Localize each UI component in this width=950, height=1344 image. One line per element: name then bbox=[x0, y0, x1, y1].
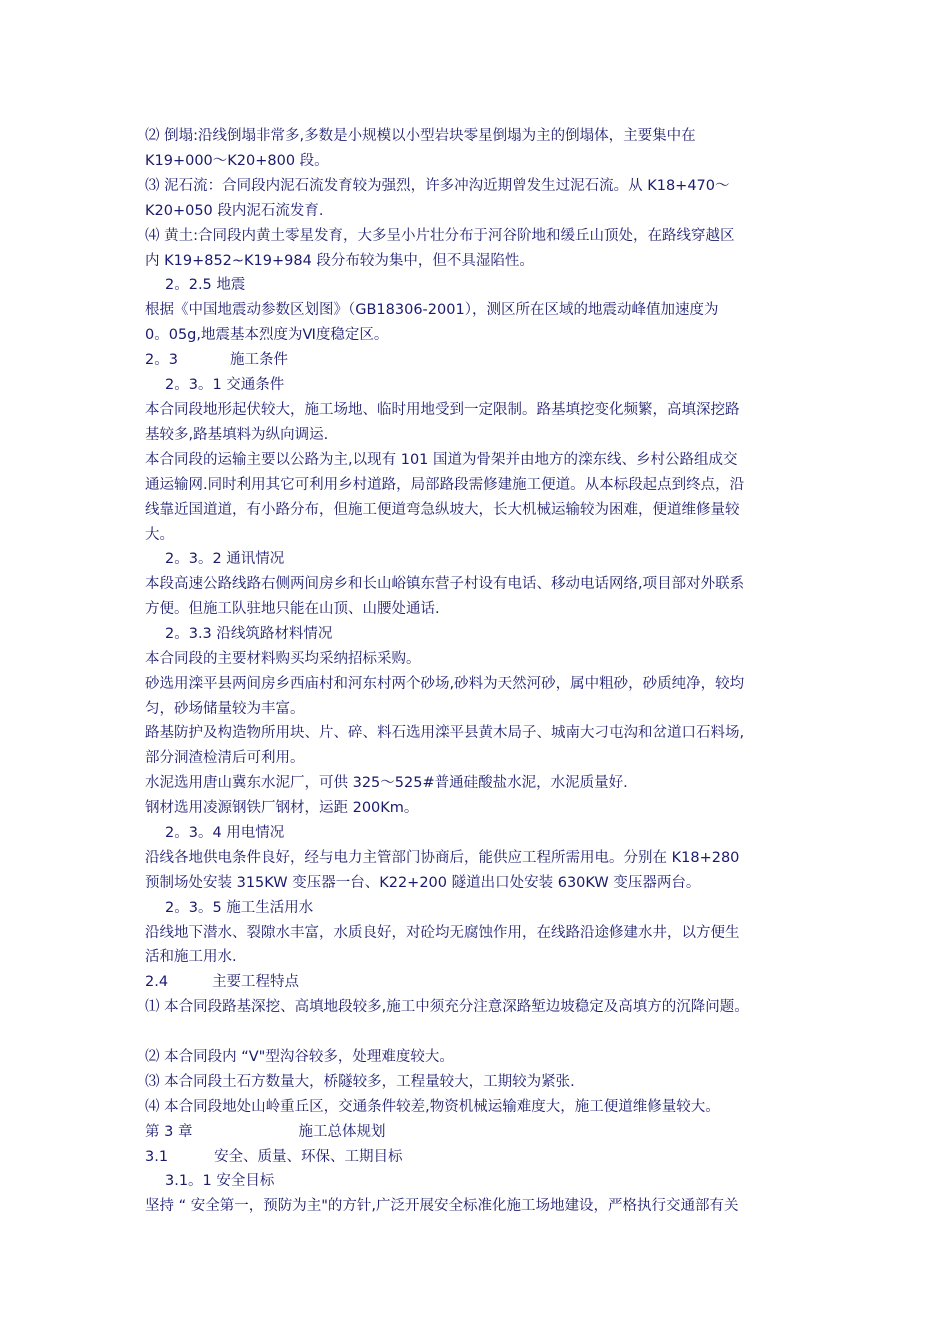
text-line: 钢材选用凌源钢铁厂钢材，运距 200Km。 bbox=[145, 800, 419, 816]
text-line: ⑷ 黄土:合同段内黄土零星发育，大多呈小片壮分布于河谷阶地和缓丘山顶处，在路线穿越区 bbox=[145, 228, 735, 244]
text-line: 通运输网.同时利用其它可利用乡村道路，局部路段需修建施工便道。从本标段起点到终点，沿 bbox=[145, 477, 745, 493]
section-number: 2.4 bbox=[145, 974, 169, 990]
text-line: 根据《中国地震动参数区划图》（GB18306-2001），测区所在区域的地震动峰值加速度为 bbox=[145, 302, 719, 318]
section-title: 安全、质量、环保、工期目标 bbox=[214, 1149, 403, 1165]
text-line: 预制场处安装 315KW 变压器一台、K22+200 隧道出口处安装 630KW 变压器两台。 bbox=[145, 875, 701, 891]
section-heading: 3.1。1 安全目标 bbox=[165, 1173, 275, 1189]
chapter-heading bbox=[145, 1121, 385, 1143]
text-line: 方便。但施工队驻地只能在山顶、山腰处通话. bbox=[145, 601, 440, 617]
text-line: 0。05g,地震基本烈度为Ⅵ度稳定区。 bbox=[145, 327, 389, 343]
section-number: 3.1 bbox=[145, 1149, 169, 1165]
section-heading: 2。3。2 通讯情况 bbox=[165, 551, 285, 567]
text-line: 线靠近国道道，有小路分布，但施工便道弯急纵坡大，长大机械运输较为困难，便道维修量较 bbox=[145, 502, 740, 518]
chapter-title: 施工总体规划 bbox=[298, 1124, 386, 1140]
section-title: 主要工程特点 bbox=[212, 974, 300, 990]
section-heading: 2。3.3 沿线筑路材料情况 bbox=[165, 626, 333, 642]
section-title: 施工条件 bbox=[229, 352, 288, 368]
section-heading: 2。3。5 施工生活用水 bbox=[165, 900, 314, 916]
text-line: 部分洞渣检清后可利用。 bbox=[145, 750, 305, 766]
text-line: 活和施工用水. bbox=[145, 949, 237, 965]
text-line: K19+000～K20+800 段。 bbox=[145, 153, 329, 169]
text-line: 基较多,路基填料为纵向调运. bbox=[145, 427, 329, 443]
text-line: ⑵ 倒塌:沿线倒塌非常多,多数是小规模以小型岩块零星倒塌为主的倒塌体，主要集中在 bbox=[145, 128, 696, 144]
text-line: 沿线各地供电条件良好，经与电力主管部门协商后，能供应工程所需用电。分别在 K18+280 bbox=[145, 850, 740, 866]
text-line: K20+050 段内泥石流发育. bbox=[145, 203, 324, 219]
section-heading: 2。2.5 地震 bbox=[165, 277, 246, 293]
text-line: 内 K19+852~K19+984 段分布较为集中，但不具湿陷性。 bbox=[145, 253, 534, 269]
text-line: 水泥选用唐山冀东水泥厂，可供 325～525#普通硅酸盐水泥，水泥质量好. bbox=[145, 775, 628, 791]
text-line: 本段高速公路线路右侧两间房乡和长山峪镇东营子村设有电话、移动电话网络,项目部对外联系 bbox=[145, 576, 745, 592]
text-line: 大。 bbox=[145, 527, 174, 543]
text-line: ⑷ 本合同段地处山岭重丘区，交通条件较差,物资机械运输难度大，施工便道维修量较大。 bbox=[145, 1099, 720, 1115]
text-line: 路基防护及构造物所用块、片、碎、料石选用滦平县黄木局子、城南大刁屯沟和岔道口石料场, bbox=[145, 725, 745, 741]
text-line: ⑶ 本合同段土石方数量大，桥隧较多，工程量较大，工期较为紧张. bbox=[145, 1074, 575, 1090]
text-line: ⑶ 泥石流：合同段内泥石流发育较为强烈，许多冲沟近期曾发生过泥石流。从 K18+470～ bbox=[145, 178, 730, 194]
text-line: 坚持 “ 安全第一，预防为主"的方针,广泛开展安全标准化施工场地建设，严格执行交通部有关 bbox=[145, 1198, 739, 1214]
text-line: ⑵ 本合同段内 “V"型沟谷较多，处理难度较大。 bbox=[145, 1049, 454, 1065]
text-line: 匀，砂场储量较为丰富。 bbox=[145, 701, 305, 717]
section-heading bbox=[145, 971, 299, 993]
text-line: 本合同段的主要材料购买均采纳招标采购。 bbox=[145, 651, 421, 667]
section-heading: 2。3。1 交通条件 bbox=[165, 377, 285, 393]
text-line: 本合同段地形起伏较大，施工场地、临时用地受到一定限制。路基填挖变化频繁，高填深挖路 bbox=[145, 402, 740, 418]
section-heading bbox=[145, 349, 288, 371]
section-heading: 2。3。4 用电情况 bbox=[165, 825, 285, 841]
text-line: 砂选用滦平县两间房乡西庙村和河东村两个砂场,砂料为天然河砂，属中粗砂，砂质纯净，较均 bbox=[145, 676, 745, 692]
text-line: ⑴ 本合同段路基深挖、高填地段较多,施工中须充分注意深路堑边坡稳定及高填方的沉降问题。 bbox=[145, 999, 749, 1015]
text-line: 沿线地下潜水、裂隙水丰富，水质良好，对砼均无腐蚀作用，在线路沿途修建水井，以方便生 bbox=[145, 925, 740, 941]
chapter-number: 第 3 章 bbox=[145, 1124, 193, 1140]
text-line: 本合同段的运输主要以公路为主,以现有 101 国道为骨架并由地方的滦东线、乡村公路组成交 bbox=[145, 452, 738, 468]
section-heading bbox=[145, 1146, 403, 1168]
section-number: 2。3 bbox=[145, 352, 178, 368]
